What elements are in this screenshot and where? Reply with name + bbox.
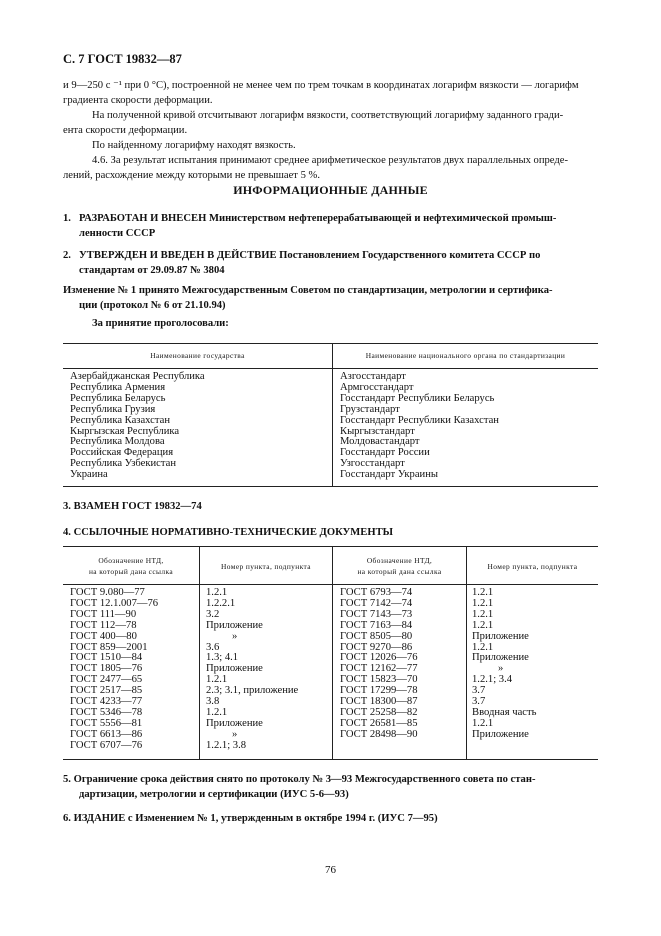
ref-item-cell: 1.2.1: [472, 597, 494, 609]
state-name-cell: Кыргызская Республика: [70, 425, 180, 437]
ref-item-cell: Приложение: [472, 630, 529, 642]
standards-body-cell: Узгосстандарт: [340, 458, 405, 470]
ref-item-cell: 3.6: [206, 641, 220, 653]
ref-item-cell: 2.3; 3.1, приложение: [206, 685, 299, 697]
ref-item-cell: 3.7: [472, 696, 486, 708]
ref-doc-cell: ГОСТ 28498—90: [340, 728, 418, 740]
ref-item-cell: 1.2.1: [472, 587, 494, 598]
refs-header-doc-left: [63, 555, 199, 577]
standards-body-cell: Молдовастандарт: [340, 436, 420, 448]
page-header: С. 7 ГОСТ 19832—87: [63, 52, 182, 66]
header-line: Обозначение НТД,: [98, 556, 164, 565]
ref-item-cell: »: [498, 663, 504, 675]
item-number: 2.: [63, 250, 71, 261]
state-name-cell: Республика Грузия: [70, 403, 156, 415]
change-note-line: Изменение № 1 принято Межгосударственным Советом по стандартизации, метрологии и сертифика-: [63, 285, 553, 296]
ref-doc-cell: ГОСТ 6613—86: [70, 728, 143, 740]
ref-item-cell: 3.7: [472, 685, 486, 697]
refs-divider-2: [332, 546, 333, 759]
standards-body-cell: Госстандарт Республики Казахстан: [340, 414, 499, 426]
ref-doc-cell: ГОСТ 2477—65: [70, 674, 143, 686]
refs-header-doc-right: [333, 555, 466, 577]
item-bold-lead: УТВЕРЖДЕН И ВВЕДЕН В ДЕЙСТВИЕ: [79, 250, 277, 261]
refs-header-item-right: Номер пункта, подпункта: [487, 562, 578, 571]
body-text-line: На полученной кривой отсчитывают логарифм вязкости, соответствующий логарифму заданного гради-: [92, 110, 564, 121]
standards-body-cell: Армгосстандарт: [340, 381, 414, 393]
ref-item-cell: »: [232, 630, 238, 642]
ref-doc-cell: ГОСТ 7143—73: [340, 608, 413, 620]
refs-rule-top: [63, 546, 598, 547]
ref-doc-cell: ГОСТ 8505—80: [340, 630, 413, 642]
info-item-5: [63, 772, 599, 802]
ref-doc-cell: ГОСТ 17299—78: [340, 685, 418, 697]
standards-body-cell: Азгосстандарт: [340, 371, 406, 382]
ref-item-cell: 1.2.1; 3.8: [206, 739, 247, 751]
ref-item-cell: Приложение: [472, 728, 529, 740]
item-text-line: 5. Ограничение срока действия снято по протоколу № 3—93 Межгосударственного совета по стан-: [63, 774, 536, 785]
ref-doc-cell: ГОСТ 4233—77: [70, 696, 143, 708]
item-number: 1.: [63, 213, 71, 224]
ref-item-cell: 1.2.1: [472, 619, 494, 631]
item-text-line: 6. ИЗДАНИЕ с Изменением № 1, утвержденным в октябре 1994 г. (ИУС 7—95): [63, 813, 438, 824]
ref-item-cell: Вводная часть: [472, 706, 537, 718]
standards-body-cell: Госстандарт России: [340, 447, 430, 459]
item-text-continued: ленности СССР: [79, 228, 156, 239]
state-name-cell: Республика Молдова: [70, 436, 165, 448]
ref-item-cell: 1.2.1: [206, 587, 228, 598]
header-line: на который дана ссылка: [357, 567, 442, 576]
ref-item-cell: 1.2.1: [472, 608, 494, 620]
body-text-line: и 9—250 с ⁻¹ при 0 °С), построенной не менее чем по трем точкам в координатах логарифм вязкости — логарифм: [63, 80, 579, 91]
ref-doc-cell: ГОСТ 12162—77: [340, 663, 418, 675]
item-text: Постановлением Государственного комитета СССР по: [276, 250, 541, 261]
ref-item-cell: »: [232, 728, 238, 740]
body-text-line: градиента скорости деформации.: [63, 95, 213, 106]
ref-item-cell: Приложение: [472, 652, 529, 664]
ref-item-cell: 1.3; 4.1: [206, 652, 239, 664]
ref-doc-cell: ГОСТ 7142—74: [340, 597, 413, 609]
info-section-title: ИНФОРМАЦИОННЫЕ ДАННЫЕ: [233, 183, 428, 197]
refs-left-items-column: [206, 588, 298, 752]
refs-rule-bottom: [63, 759, 598, 760]
ref-doc-cell: ГОСТ 6793—74: [340, 587, 413, 598]
ref-item-cell: 1.2.1: [206, 674, 228, 686]
item-text-continued: стандартам от 29.09.87 № 3804: [79, 265, 225, 276]
refs-header-item-left: Номер пункта, подпункта: [221, 562, 311, 571]
state-name-cell: Азербайджанская Республика: [70, 371, 205, 382]
votes-header-body: Наименование национального органа по стандартизации: [365, 351, 566, 360]
info-item-4: [63, 525, 599, 540]
state-name-cell: Российская Федерация: [70, 447, 174, 459]
votes-bodies-column: [340, 372, 499, 481]
refs-divider-3: [466, 546, 467, 759]
state-name-cell: Украина: [70, 469, 108, 481]
ref-item-cell: Приложение: [206, 619, 263, 631]
refs-right-items-column: [472, 588, 536, 741]
ref-doc-cell: ГОСТ 111—90: [70, 608, 137, 620]
item-bold-lead: РАЗРАБОТАН И ВНЕСЕН: [79, 213, 207, 224]
ref-item-cell: 3.8: [206, 696, 220, 708]
voted-heading: За принятие проголосовали:: [92, 318, 229, 329]
body-text-line: ента скорости деформации.: [63, 125, 188, 136]
refs-divider-1: [199, 546, 200, 759]
info-item-1: [63, 211, 599, 241]
ref-item-cell: Приложение: [206, 717, 263, 729]
votes-header-state: Наименование государства: [150, 351, 245, 360]
body-text-line: 4.6. За результат испытания принимают среднее арифметическое результатов двух параллельных опреде-: [92, 155, 568, 166]
ref-doc-cell: ГОСТ 6707—76: [70, 739, 143, 751]
info-item-2: [63, 248, 599, 278]
header-line: Обозначение НТД,: [366, 556, 433, 565]
change-note-line: ции (протокол № 6 от 21.10.94): [79, 300, 226, 311]
ref-doc-cell: ГОСТ 18300—87: [340, 696, 418, 708]
ref-doc-cell: ГОСТ 9.080—77: [70, 587, 145, 598]
info-item-6: [63, 811, 599, 826]
ref-doc-cell: ГОСТ 2517—85: [70, 685, 143, 697]
change-note: [63, 283, 599, 313]
ref-item-cell: Приложение: [206, 663, 263, 675]
ref-doc-cell: ГОСТ 5556—81: [70, 717, 143, 729]
refs-rule-header: [63, 584, 598, 585]
ref-item-cell: 1.2.1: [206, 706, 228, 718]
votes-states-column: [70, 372, 205, 481]
ref-doc-cell: ГОСТ 1805—76: [70, 663, 143, 675]
standards-body-cell: Госстандарт Украины: [340, 469, 438, 481]
table-rule-header: [63, 368, 598, 369]
ref-doc-cell: ГОСТ 15823—70: [340, 674, 418, 686]
page-number: 76: [325, 864, 336, 876]
refs-left-docs-column: [70, 588, 158, 752]
state-name-cell: Республика Беларусь: [70, 392, 166, 404]
ref-doc-cell: ГОСТ 112—78: [70, 619, 137, 631]
body-text-line: лений, расхождение между которыми не превышает 5 %.: [63, 170, 320, 181]
item-text: Министерством нефтеперерабатывающей и нефтехимической промыш-: [206, 213, 557, 224]
ref-item-cell: 3.2: [206, 608, 220, 620]
standards-body-cell: Грузстандарт: [340, 403, 400, 415]
state-name-cell: Республика Узбекистан: [70, 458, 177, 470]
ref-doc-cell: ГОСТ 1510—84: [70, 652, 143, 664]
table-rule-top: [63, 343, 598, 344]
table-column-divider: [332, 343, 333, 486]
state-name-cell: Республика Армения: [70, 381, 166, 393]
ref-doc-cell: ГОСТ 12026—76: [340, 652, 418, 664]
item-text-line: дартизации, метрологии и сертификации (ИУС 5-6—93): [79, 789, 349, 800]
body-text-line: По найденному логарифму находят вязкость.: [92, 140, 296, 151]
ref-item-cell: 1.2.1: [472, 717, 494, 729]
ref-doc-cell: ГОСТ 25258—82: [340, 706, 418, 718]
ref-doc-cell: ГОСТ 5346—78: [70, 706, 143, 718]
header-line: на который дана ссылка: [88, 567, 174, 576]
ref-doc-cell: ГОСТ 26581—85: [340, 717, 418, 729]
info-item-3: [63, 499, 599, 514]
state-name-cell: Республика Казахстан: [70, 414, 171, 426]
ref-doc-cell: ГОСТ 859—2001: [70, 641, 148, 653]
ref-item-cell: 1.2.1: [472, 641, 494, 653]
ref-doc-cell: ГОСТ 7163—84: [340, 619, 413, 631]
ref-item-cell: 1.2.2.1: [206, 597, 236, 609]
standards-body-cell: Кыргызстандарт: [340, 425, 415, 437]
item-text: 3. ВЗАМЕН ГОСТ 19832—74: [63, 501, 202, 512]
table-rule-bottom: [63, 486, 598, 487]
ref-doc-cell: ГОСТ 12.1.007—76: [70, 597, 159, 609]
refs-right-docs-column: [340, 588, 418, 741]
item-text: 4. ССЫЛОЧНЫЕ НОРМАТИВНО-ТЕХНИЧЕСКИЕ ДОКУМЕНТЫ: [63, 527, 394, 538]
ref-doc-cell: ГОСТ 400—80: [70, 630, 137, 642]
ref-item-cell: 1.2.1; 3.4: [472, 674, 513, 686]
ref-doc-cell: ГОСТ 9270—86: [340, 641, 413, 653]
standards-body-cell: Госстандарт Республики Беларусь: [340, 392, 495, 404]
